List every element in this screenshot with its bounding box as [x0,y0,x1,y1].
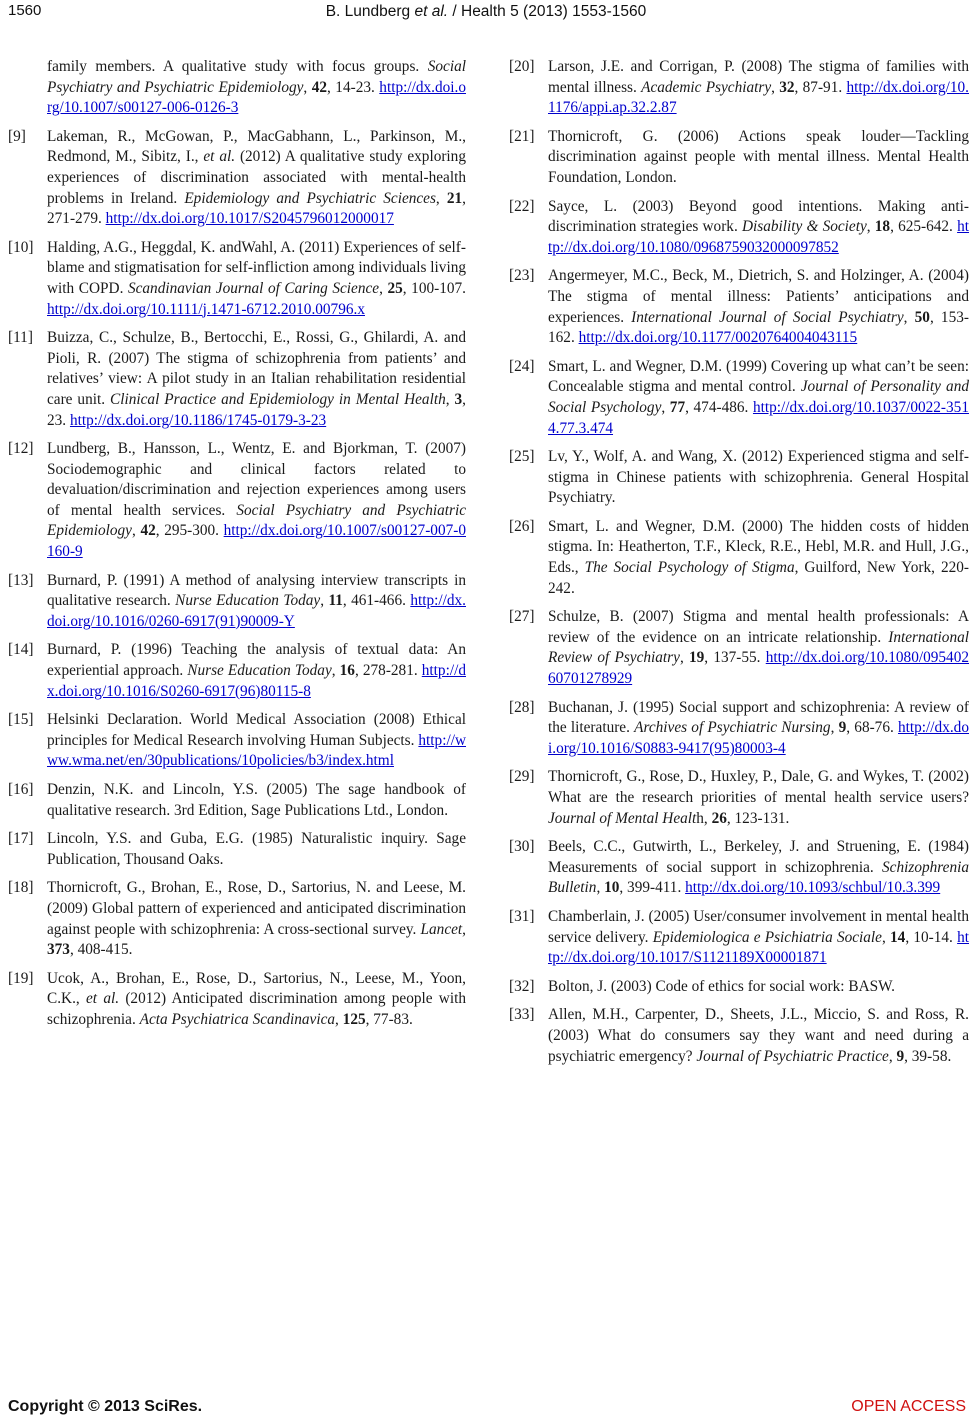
citation-source-title: et al. [203,148,236,166]
citation-text: , [131,522,141,540]
citation-source-title: Clinical Practice and Epidemiology in Mental Health [110,390,446,408]
reference-item [8,878,466,960]
citation-volume: 25 [387,279,403,297]
citation-text: , [661,398,670,416]
citation-text: Ucok, A., Brohan, E., Rose, D., Sartorius, N., Leese, M., Yoon, C.K., [47,969,466,1008]
running-head-etal: et al. [414,3,449,20]
citation-text: , [320,592,329,610]
reference-item [509,837,969,899]
citation-text: Thornicroft, G., Rose, D., Huxley, P., Dale, G. and Wykes, T. (2002) What are the research priorities of mental health service users? [548,768,969,806]
citation-text: , [771,78,780,96]
reference-number: [30] [509,838,535,856]
citation-volume: 42 [140,522,156,540]
reference-item [509,907,969,969]
reference-text [548,127,969,189]
reference-text [548,698,969,760]
citation-text: , Guilford, New York, 220-242. [548,559,969,597]
reference-text [47,571,466,633]
reference-item [509,266,969,348]
citation-text: , 399-411. [619,879,686,897]
doi-link[interactable]: http://dx.doi.org/10.1016/S0260-6917(96)80115-8 [47,662,466,700]
citation-text: , 137-55. [704,649,766,667]
citation-text: Smart, L. and Wegner, D.M. (2000) The hidden costs of hidden stigma. In: Heatherton, T.F., Kleck, R.E., Hebl, M.R. and Hull, J.G., Eds., [548,517,969,577]
reference-number: [11] [8,329,33,347]
citation-volume: 21 [446,189,463,207]
citation-text: , 278-281. [354,662,422,680]
citation-text: , [866,218,875,236]
reference-item [509,767,969,829]
citation-text: Allen, M.H., Carpenter, D., Sheets, J.L., Miccio, S. and Ross, R. (2003) What do consumers say they want and need during a psychiatric emergency? [548,1006,969,1065]
reference-item [509,57,969,119]
reference-item [8,571,466,633]
citation-text: , [679,649,689,667]
reference-text [548,197,969,259]
reference-item [8,328,466,431]
doi-link[interactable]: http://dx.doi.org/10.1111/j.1471-6712.2010.00796.x [47,300,365,318]
reference-text [47,829,466,870]
citation-text: , [903,308,915,326]
citation-text: Denzin, N.K. and Lincoln, Y.S. (2005) The sage handbook of qualitative research. 3rd Edition, Sage Publications Ltd., London. [47,781,466,819]
citation-text: , 271-279. [47,189,466,228]
citation-text: , 153-162. [548,308,969,347]
citation-text: , [888,1047,897,1065]
reference-item [8,829,466,870]
reference-number: [13] [8,571,34,589]
citation-source-title: Disability & Society [741,218,867,236]
citation-volume: 19 [689,649,705,667]
doi-link[interactable]: http://dx.doi.org/10.1093/schbul/10.3.399 [685,879,941,897]
reference-item [8,780,466,821]
citation-text: h, [696,809,712,827]
citation-text: , 23. [47,390,466,429]
citation-text: Buizza, C., Schulze, B., Bertocchi, E., Rossi, G., Ghilardi, A. and Pioli, R. (2007) The stigma of schizophrenia from patients’ and relatives’ view: A pilot study in an Italian rehabilitation residential care unit. [47,329,466,408]
citation-source-title: Acta Psychiatrica Scandinavica [139,1010,336,1028]
reference-item [8,710,466,772]
citation-text: Beels, C.C., Gutwirth, L., Berkeley, J. and Struening, E. (1984) Measurements of social support in schizophrenia. [548,838,969,876]
reference-number: [16] [8,781,34,798]
reference-number: [27] [509,608,535,626]
reference-text [548,57,969,119]
citation-text: Burnard, P. (1996) Teaching the analysis of textual data: An experiential approach. [47,641,466,680]
reference-text [548,767,969,829]
reference-number: [19] [8,969,34,987]
citation-text: , 408-415. [69,941,133,959]
citation-volume: 10 [604,879,620,897]
citation-text: , [445,390,455,408]
page-number: 1560 [8,2,42,19]
citation-text: Thornicroft, G. (2006) Actions speak louder—Tackling discrimination against people with mental illness. Mental Health Foundation, London. [548,127,969,186]
reference-text [548,977,969,998]
citation-source-title: Schizophrenia Bulletin [548,858,969,897]
citation-text: Halding, A.G., Heggdal, K. andWahl, A. (2011) Experiences of self-blame and stigmatisation for self-infliction among individuals living with COPD. [47,238,466,297]
reference-text [47,127,466,230]
citation-volume: 9 [838,719,847,737]
citation-text: Lincoln, Y.S. and Guba, E.G. (1985) Naturalistic inquiry. Sage Publication, Thousand Oaks. [47,830,466,868]
reference-text [548,517,969,599]
citation-text: , [881,928,891,946]
citation-volume: 11 [328,592,343,610]
citation-text: , 87-91. [794,78,847,96]
doi-link[interactable]: http://www.wma.net/en/30publications/10policies/b3/index.html [47,731,466,770]
reference-number: [33] [509,1006,535,1024]
reference-number: [12] [8,440,34,458]
reference-item [509,127,969,189]
reference-text [47,640,466,702]
citation-source-title: International Journal of Social Psychiatry [631,308,904,326]
citation-text: Burnard, P. (1991) A method of analysing interview transcripts in qualitative research. [47,571,466,610]
citation-text: , [331,662,340,680]
reference-column-right [509,57,969,1075]
citation-text: , 474-486. [685,398,753,416]
reference-item [509,517,969,599]
reference-text [47,238,466,320]
reference-text [47,710,466,772]
citation-text: Smart, L. and Wegner, D.M. (1999) Covering up what can’t be seen: Concealable stigma and mental control. [548,357,969,396]
citation-source-title: Journal of Personality and Social Psychology [548,378,969,416]
citation-volume: 14 [890,928,906,946]
reference-item [509,977,969,998]
citation-text: , 39-58. [904,1047,952,1065]
citation-source-title: Academic Psychiatry [641,78,772,96]
reference-item [509,447,969,509]
citation-source-title: Social Psychiatry and Psychiatric Epidemiology [47,58,466,96]
reference-number: [26] [509,517,535,535]
citation-text: Helsinki Declaration. World Medical Association (2008) Ethical principles for Medical Research involving Human Subjects. [47,711,466,749]
citation-text: , 123-131. [726,809,790,827]
citation-source-title: Epidemiology and Psychiatric Sciences [184,189,436,207]
citation-text: Lundberg, B., Hansson, L., Wentz, E. and Bjorkman, T. (2007) Sociodemographic and clinical factors related to devaluation/discrimination and rejection experiences among users of mental health services. [47,440,466,519]
citation-source-title: Epidemiologica e Psichiatria Sociale [652,928,882,946]
citation-source-title: International Review of Psychiatry [548,628,969,667]
reference-text [47,439,466,563]
doi-link[interactable]: http://dx.doi.org/10.1080/0968759032000097852 [548,218,969,256]
citation-text: Lv, Y., Wolf, A. and Wang, X. (2012) Experienced stigma and self-stigma in Chinese patients with schizophrenia. General Hospital Psychiatry. [548,448,969,507]
doi-link[interactable]: http://dx.doi.org/10.1016/0260-6917(91)90009-Y [47,592,466,630]
citation-volume: 9 [896,1047,905,1065]
reference-number: [32] [509,977,535,995]
citation-text: , [303,78,312,96]
reference-number: [9] [8,127,26,145]
citation-text: , 10-14. [905,928,958,946]
running-head [0,3,972,21]
citation-text: , 625-642. [890,218,958,236]
citation-text: Buchanan, J. (1995) Social support and schizophrenia: A review of the literature. [548,698,969,737]
citation-text: (2012) A qualitative study exploring experiences of discrimination associated with mental-health problems in Ireland. [47,148,466,207]
citation-volume: 16 [339,662,355,680]
reference-text [47,328,466,431]
reference-number: [20] [509,58,535,75]
citation-text: , [379,279,388,297]
citation-volume: 50 [914,308,930,326]
citation-source-title: Scandinavian Journal of Caring Science [127,279,380,297]
reference-text [548,266,969,348]
doi-link[interactable]: http://dx.doi.org/10.1176/appi.ap.32.2.87 [548,78,969,117]
running-head-authors: B. Lundberg [325,3,415,20]
citation-text: Angermeyer, M.C., Beck, M., Dietrich, S. and Holzinger, A. (2004) The stigma of mental illness: Patients’ anticipations and experiences. [548,267,969,326]
citation-volume: 18 [874,218,891,236]
citation-text: , 461-466. [342,592,411,610]
citation-source-title: The Social Psychology of Stigma [584,559,795,577]
citation-text: Thornicroft, G., Brohan, E., Rose, D., Sartorius, N. and Leese, M. (2009) Global pattern of experienced and anticipated discrimination against people with schizophrenia: A cross-sectional survey. [47,879,466,938]
citation-text: Schulze, B. (2007) Stigma and mental health professionals: A review of the evidence on an intricate relationship. [548,608,969,646]
citation-text: , [462,920,466,938]
reference-text [47,969,466,1031]
doi-link[interactable]: http://dx.doi.org/10.1017/S1121189X00001871 [548,928,969,967]
reference-item [509,197,969,259]
reference-column-left [8,57,466,1039]
reference-item [509,607,969,689]
citation-text: , 14-23. [327,78,380,96]
reference-item [8,238,466,320]
citation-text: , [830,719,839,737]
citation-text: , [596,879,605,897]
doi-link[interactable]: http://dx.doi.org/10.1186/1745-0179-3-23 [69,411,327,429]
reference-item [509,698,969,760]
reference-number: [29] [509,768,535,786]
reference-number: [14] [8,641,34,659]
citation-text: , [435,189,447,207]
reference-text [548,607,969,689]
running-head-journal: / Health 5 (2013) 1553-1560 [448,3,647,20]
citation-source-title: Nurse Education Today [187,662,332,680]
doi-link[interactable]: http://dx.doi.org/10.1016/S0883-9417(95)80003-4 [548,719,969,757]
reference-number: [10] [8,238,34,256]
citation-text: , 68-76. [846,719,899,737]
reference-item [8,969,466,1031]
reference-text [47,878,466,960]
citation-text: , [335,1010,343,1028]
citation-volume: 26 [711,809,727,827]
reference-item [8,439,466,563]
reference-item [509,1005,969,1067]
citation-text: Chamberlain, J. (2005) User/consumer involvement in mental health service delivery. [548,907,969,946]
citation-source-title: Archives of Psychiatric Nursing [634,719,831,737]
citation-source-title: Nurse Education Today [175,592,321,610]
reference-item [8,640,466,702]
reference-number: [24] [509,357,535,375]
reference-item [8,127,466,230]
reference-text [47,780,466,821]
doi-link[interactable]: http://dx.doi.org/10.1037/0022-3514.77.3.474 [548,398,969,437]
citation-volume: 373 [47,941,70,959]
reference-number: [22] [509,197,535,215]
reference-number: [28] [509,698,535,716]
reference-number: [21] [509,127,535,145]
citation-volume: 32 [779,78,795,96]
reference-text [548,1005,969,1067]
doi-link[interactable]: http://dx.doi.org/10.1177/0020764004043115 [578,329,858,347]
citation-volume: 3 [454,390,463,408]
reference-number: [18] [8,879,34,897]
reference-text [548,907,969,969]
citation-text: Lakeman, R., McGowan, P., MacGabhann, L., Parkinson, M., Redmond, M., Sibitz, I., [47,127,466,166]
citation-volume: 125 [342,1010,366,1028]
citation-text: Sayce, L. (2003) Beyond good intentions. Making anti-discrimination strategies work. [548,197,969,236]
reference-number: [25] [509,448,535,466]
reference-item [509,357,969,439]
citation-text: , 100-107. [402,279,466,297]
citation-text: family members. A qualitative study with focus groups. [47,58,428,75]
doi-link[interactable]: http://dx.doi.org/10.1007/s00127-006-0126-3 [47,78,466,117]
citation-source-title: Journal of Psychiatric Practice [696,1047,889,1065]
citation-source-title: Journal of Mental Healt [548,809,697,827]
doi-link[interactable]: http://dx.doi.org/10.1080/09540260701278929 [548,649,969,688]
open-access-label: OPEN ACCESS [851,1398,966,1415]
citation-volume: 42 [311,78,327,96]
copyright-notice: Copyright © 2013 SciRes. [8,1398,203,1415]
reference-text [548,837,969,899]
reference-number: [31] [509,907,535,925]
citation-source-title: Lancet [420,920,463,938]
citation-source-title: et al. [86,990,120,1008]
reference-number: [15] [8,711,34,729]
reference-number: [23] [509,267,535,285]
reference-text [548,357,969,439]
citation-text: , 295-300. [155,522,224,540]
citation-text: , 77-83. [365,1010,413,1028]
doi-link[interactable]: http://dx.doi.org/10.1017/S2045796012000017 [105,210,394,228]
doi-link[interactable]: http://dx.doi.org/10.1007/s00127-007-0160-9 [47,522,466,561]
reference-text [548,447,969,509]
reference-text [47,57,466,119]
citation-text: Larson, J.E. and Corrigan, P. (2008) The stigma of families with mental illness. [548,58,969,96]
citation-volume: 77 [669,398,686,416]
citation-text: Bolton, J. (2003) Code of ethics for social work: BASW. [548,977,895,995]
citation-source-title: Social Psychiatry and Psychiatric Epidemiology [47,501,467,540]
reference-number: [17] [8,830,34,848]
citation-text: (2012) Anticipated discrimination among people with schizophrenia. [47,990,467,1028]
reference-item [8,57,466,119]
